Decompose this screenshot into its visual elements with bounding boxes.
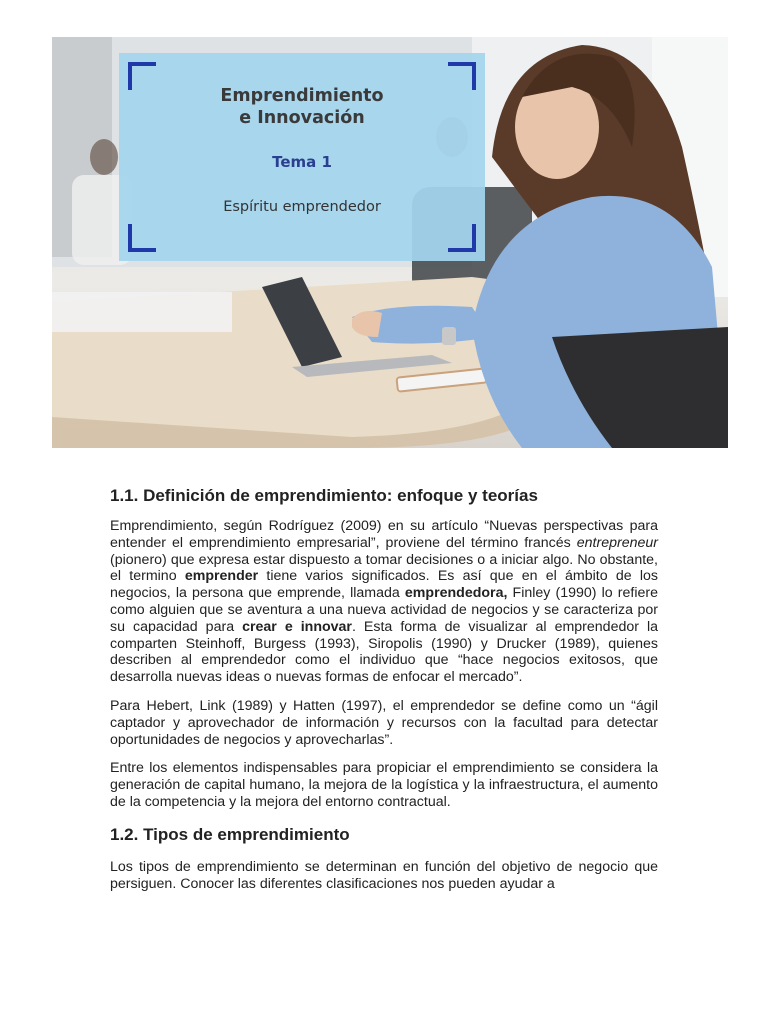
section-heading-1-1: 1.1. Definición de emprendimiento: enfoque y teorías [110, 486, 538, 505]
paragraph-elements: Entre los elementos indispensables para propiciar el emprendimiento se considera la generación de capital humano, la mejora de la logística y la infraestructura, el aumento de la competencia y la mejora del entorno contractual. [110, 760, 658, 810]
tema-subtitle: Espíritu emprendedor [223, 199, 381, 215]
text-run: tiene varios significados. Es así que en el ámbito de los negocios, la persona que emprende, llamada [110, 568, 658, 602]
course-title [119, 85, 485, 129]
cover-image [52, 37, 728, 448]
text-run: (pionero) que expresa estar dispuesto a tomar decisiones o a iniciar algo. No obstante, el termino [110, 551, 658, 585]
paragraph-hebert-link: Para Hebert, Link (1989) y Hatten (1997), el emprendedor se define como un “ágil captador y aprovechador de información y recursos con la facultad para detectar oportunidades de negocios y aprovecharlas”. [110, 697, 658, 748]
text-run: . Esta forma de visualizar al emprendedor la comparten Steinhoff, Burgess (1993), Siropolis (1990) y Drucker (1989), quienes describen al emprendedor como el individuo que “hace negocios exitosos, que desarrolla nuevas ideas o nuevas formas de enfocar el mercado”. [110, 618, 659, 686]
tema-label: Tema 1 [272, 153, 332, 171]
emphasis-italic: entrepreneur [576, 534, 658, 551]
text-run: Finley (1990) lo refiere como alguien que se aventura a una nueva actividad de negocios y se caracteriza por su capacidad para [110, 585, 658, 635]
emphasis-bold: emprendedora, [404, 585, 508, 602]
text-run: Emprendimiento, según Rodríguez (2009) en su artículo “Nuevas perspectivas para entender el emprendimiento empresarial”, proviene del término francés [110, 518, 658, 551]
paragraph-tipos: Los tipos de emprendimiento se determinan en función del objetivo de negocio que persiguen. Conocer las diferentes clasificaciones nos pueden ayudar a [110, 858, 658, 892]
section-heading-1-2: 1.2. Tipos de emprendimiento [110, 824, 350, 844]
corner-bracket-bottom-left [128, 224, 156, 252]
document-body [110, 484, 658, 904]
course-title-line2: e Innovación [239, 108, 365, 128]
paragraph-definition [110, 518, 658, 686]
emphasis-bold: crear e innovar [242, 618, 352, 635]
cover-title-card [119, 53, 485, 261]
emphasis-bold: emprender [184, 568, 259, 585]
course-title-line1: Emprendimiento [220, 86, 384, 106]
corner-bracket-bottom-right [448, 224, 476, 252]
